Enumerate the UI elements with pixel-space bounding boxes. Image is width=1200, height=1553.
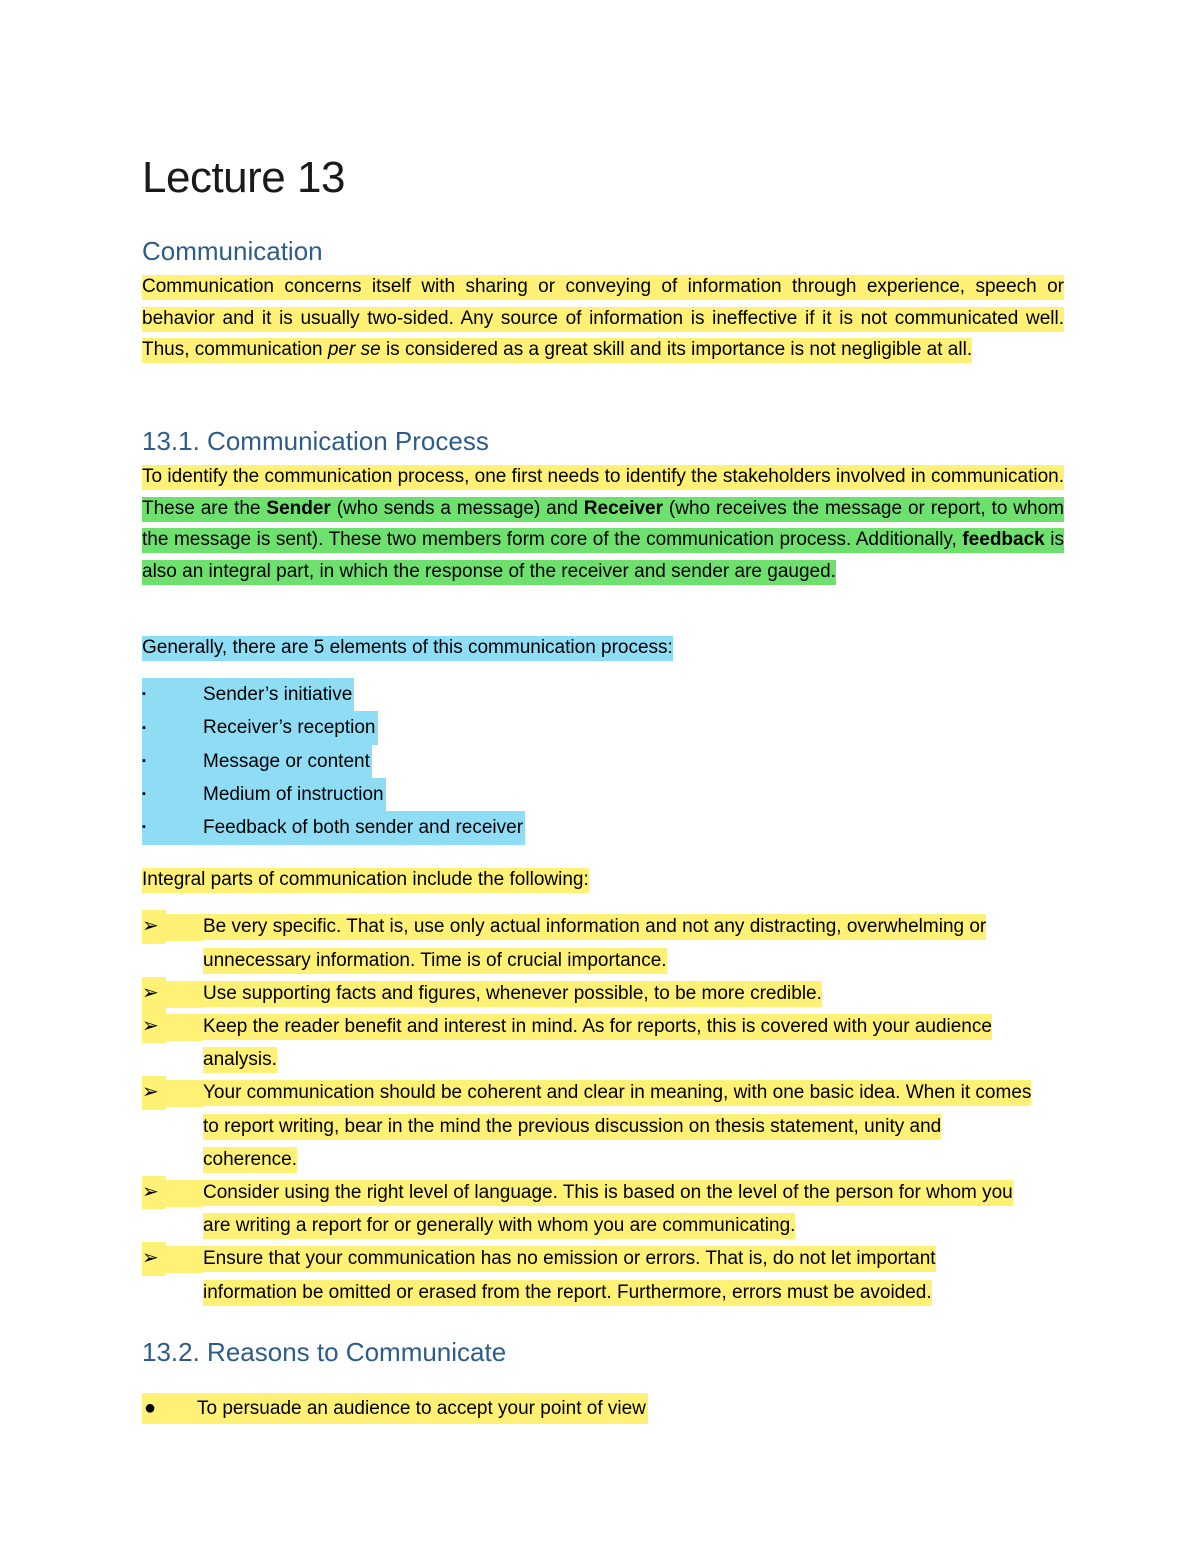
dot-bullet-icon: ● (144, 1397, 157, 1419)
list-item: ➢ Be very specific. That is, use only actual information and not any distracting, overwhelming or unnecessary information. Time is of crucial importance. (142, 910, 1064, 977)
arrow-bullet-icon: ➢ (142, 1176, 166, 1210)
list-item: ▪ Sender’s initiative (142, 678, 1064, 711)
arrow-bullet-icon: ➢ (142, 977, 166, 1011)
list-item: ▪ Medium of instruction (142, 778, 1064, 811)
arrow-bullet-icon: ➢ (142, 1076, 166, 1110)
integral-parts-list (142, 910, 1064, 1309)
communication-highlight: Communication concerns itself with sharing or conveying of information through experience, speech or behavior and it is usually two-sided. Any source of information is ineffective if it is not communicated well. Thus, communication per se is considered as a great skill and its importance is not negligible at all. (142, 275, 1064, 363)
elements-list (142, 678, 1064, 844)
list-item: ➢ Your communication should be coherent and clear in meaning, with one basic idea. When it comes to report writing, bear in the mind the previous discussion on thesis statement, unity and coherence. (142, 1076, 1064, 1176)
page-title: Lecture 13 (142, 153, 345, 202)
arrow-bullet-icon: ➢ (142, 910, 166, 944)
list-item: ➢ Consider using the right level of language. This is based on the level of the person for whom you are writing a report for or generally with whom you are communicating. (142, 1176, 1064, 1243)
process-highlight-yellow: To identify the communication process, one first needs to identify the stakeholders involved in communication. (142, 465, 1064, 490)
list-item: ▪ Message or content (142, 745, 1064, 778)
arrow-bullet-icon: ➢ (142, 1010, 166, 1044)
process-highlight-green: These are the Sender (who sends a message) and Receiver (who receives the message or report, to whom the message is sent). These two members form core of the communication process. Additionally, feedback is also an integral part, in which the response of the receiver and sender are gauged. (142, 497, 1064, 585)
list-item: ➢ Use supporting facts and figures, whenever possible, to be more credible. (142, 977, 1064, 1010)
heading-communication: Communication (142, 236, 323, 266)
arrow-bullet-icon: ➢ (142, 1242, 166, 1276)
list-item: ▪ Feedback of both sender and receiver (142, 811, 1064, 844)
heading-reasons-to-communicate: 13.2. Reasons to Communicate (142, 1337, 507, 1367)
elements-intro: Generally, there are 5 elements of this communication process: (142, 632, 673, 663)
list-item: ● To persuade an audience to accept your point of view (142, 1393, 648, 1424)
list-item: ➢ Keep the reader benefit and interest in mind. As for reports, this is covered with your audience analysis. (142, 1010, 1064, 1077)
list-item: ➢ Ensure that your communication has no emission or errors. That is, do not let important information be omitted or erased from the report. Furthermore, errors must be avoided. (142, 1242, 1064, 1309)
heading-communication-process: 13.1. Communication Process (142, 426, 489, 456)
process-paragraph (142, 461, 1064, 587)
list-item: ▪ Receiver’s reception (142, 711, 1064, 744)
integral-intro: Integral parts of communication include the following: (142, 864, 589, 895)
communication-paragraph (142, 271, 1064, 366)
